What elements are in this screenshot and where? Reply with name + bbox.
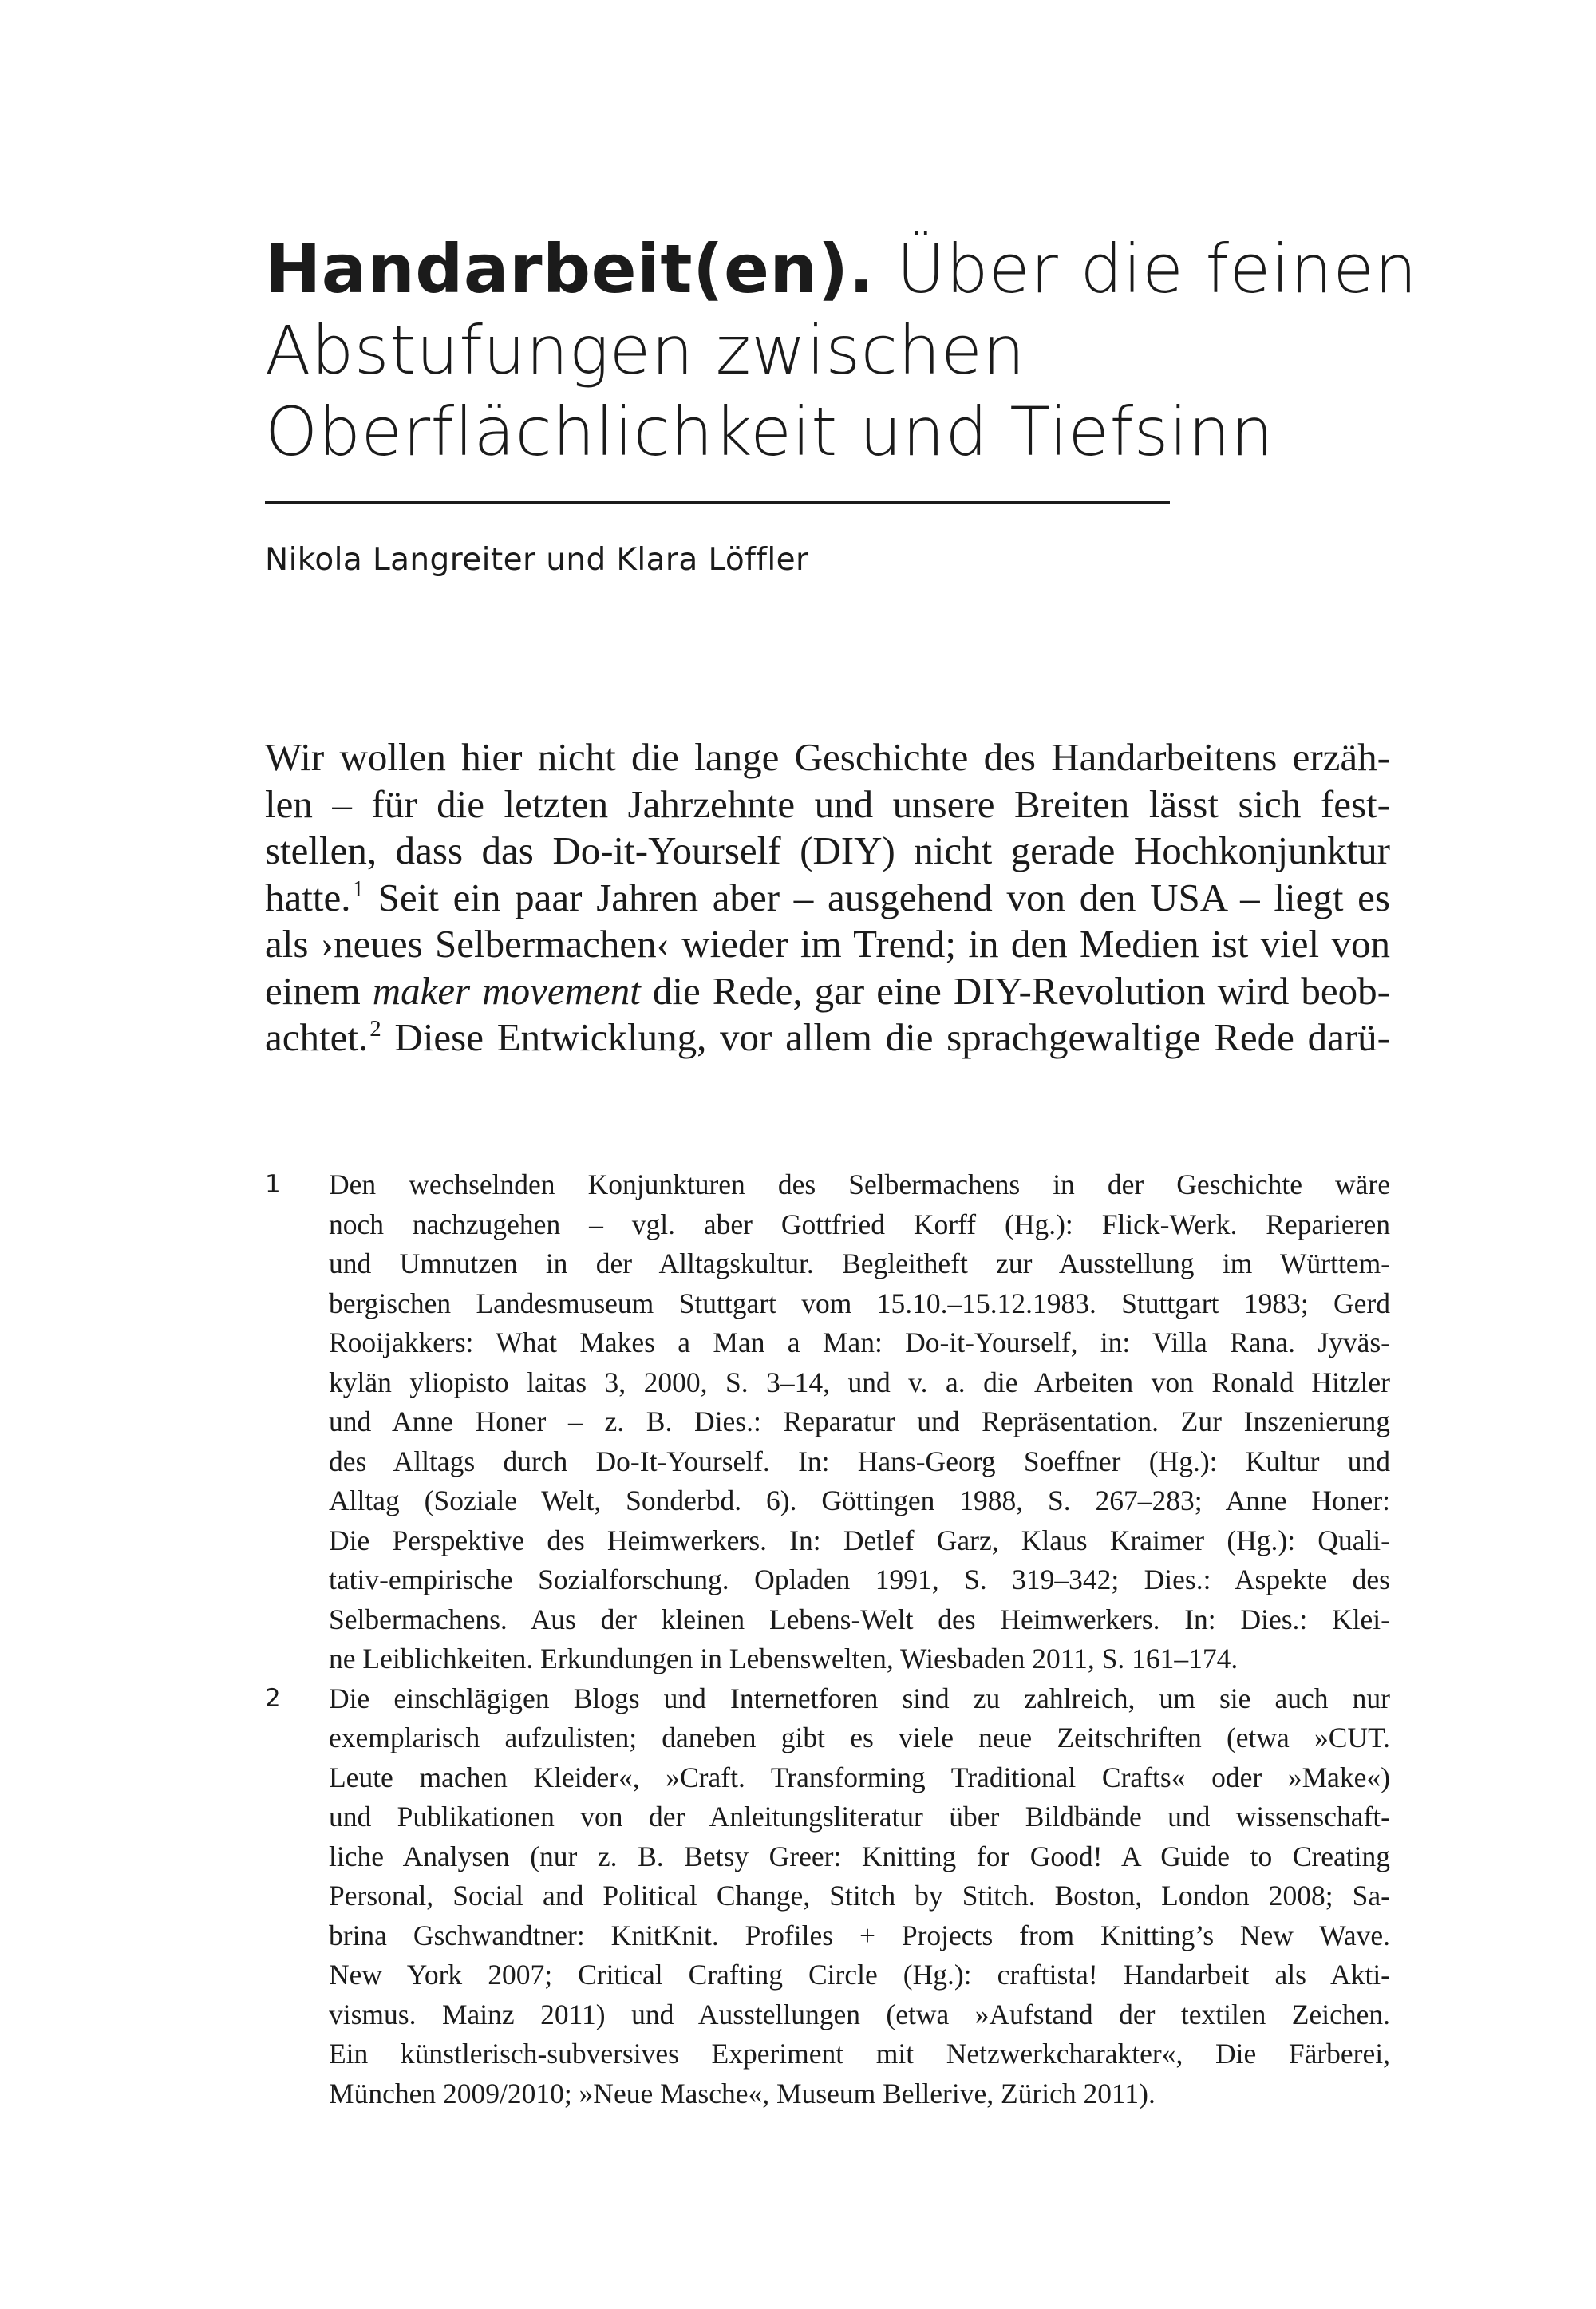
- body-text-fragment: achtet.: [265, 1015, 369, 1059]
- footnote-number: 2: [265, 1683, 281, 1713]
- chapter-title-keyword: Handarbeit(en).: [265, 230, 875, 308]
- body-line: als ›neues Selbermachen‹ wieder im Trend; in den Medien ist viel von: [265, 922, 1390, 966]
- footnote-line: Selbermachens. Aus der kleinen Lebens-Welt des Heimwerkers. In: Dies.: Klei-: [329, 1603, 1390, 1635]
- footnote-line: Personal, Social and Political Change, Stitch by Stitch. Boston, London 2008; Sa-: [329, 1880, 1390, 1912]
- footnote-line: kylän yliopisto laitas 3, 2000, S. 3–14, und v. a. die Arbeiten von Ronald Hitzler: [329, 1366, 1390, 1398]
- body-text-fragment: hatte.: [265, 875, 351, 919]
- footnote-number: 1: [265, 1170, 281, 1199]
- footnote-line: New York 2007; Critical Crafting Circle (Hg.): craftista! Handarbeit als Akti-: [329, 1959, 1390, 1991]
- footnote-line: noch nachzugehen – vgl. aber Gottfried Korff (Hg.): Flick-Werk. Reparieren: [329, 1208, 1390, 1240]
- footnote-line: Rooijakkers: What Makes a Man a Man: Do-it-Yourself, in: Villa Rana. Jyväs-: [329, 1326, 1390, 1358]
- footnote-line: des Alltags durch Do-It-Yourself. In: Hans-Georg Soeffner (Hg.): Kultur und: [329, 1445, 1390, 1477]
- authors-line: Nikola Langreiter und Klara Löffler: [265, 542, 809, 578]
- footnote-line: Leute machen Kleider«, »Craft. Transforming Traditional Crafts« oder »Make«): [329, 1761, 1390, 1793]
- chapter-title-line-1-rest: Über die feinen: [875, 230, 1418, 308]
- body-line: [265, 875, 1390, 922]
- footnote-line: Ein künstlerisch-subversives Experiment mit Netzwerkcharakter«, Die Färberei,: [329, 2038, 1390, 2070]
- body-line: [265, 968, 1390, 1015]
- emphasized-term: maker movement: [372, 968, 641, 1013]
- title-divider: [265, 501, 1170, 504]
- footnote-line: Die einschlägigen Blogs und Internetforen sind zu zahlreich, um sie auch nur: [329, 1682, 1390, 1714]
- body-line: len – für die letzten Jahrzehnte und unsere Breiten lässt sich fest-: [265, 781, 1390, 826]
- footnote-line: München 2009/2010; »Neue Masche«, Museum Bellerive, Zürich 2011).: [329, 2077, 1156, 2109]
- footnote-line: und Anne Honer – z. B. Dies.: Reparatur und Repräsentation. Zur Inszenierung: [329, 1406, 1390, 1437]
- footnote-reference-2[interactable]: 2: [369, 1016, 381, 1042]
- footnote-text: [329, 1165, 1390, 1679]
- footnote-line: ne Leiblichkeiten. Erkundungen in Lebenswelten, Wiesbaden 2011, S. 161–174.: [329, 1643, 1238, 1674]
- body-line: stellen, dass das Do-it-Yourself (DIY) nicht gerade Hochkonjunktur: [265, 828, 1390, 872]
- chapter-title-line-2: Abstufungen zwischen: [265, 311, 1026, 389]
- body-text-fragment: Seit ein paar Jahren aber – ausgehend von den USA – liegt es: [363, 875, 1390, 919]
- body-text-fragment: einem: [265, 968, 373, 1013]
- footnote-line: brina Gschwandtner: KnitKnit. Profiles + Projects from Knitting’s New Wave.: [329, 1919, 1390, 1951]
- footnote-line: und Publikationen von der Anleitungsliteratur über Bildbände und wissenschaft-: [329, 1801, 1390, 1833]
- footnote-line: Die Perspektive des Heimwerkers. In: Detlef Garz, Klaus Kraimer (Hg.): Quali-: [329, 1524, 1390, 1556]
- chapter-title-line-1: [265, 228, 1418, 310]
- body-text-fragment: Diese Entwicklung, vor allem die sprachgewaltige Rede darü-: [381, 1015, 1390, 1059]
- body-text-fragment: die Rede, gar eine DIY-Revolution wird beob-: [640, 968, 1390, 1013]
- footnote-reference-1[interactable]: 1: [352, 876, 364, 902]
- footnote-line: exemplarisch aufzulisten; daneben gibt es viele neue Zeitschriften (etwa »CUT.: [329, 1722, 1390, 1753]
- footnote-text: [329, 1679, 1390, 2114]
- footnote-1: [265, 1165, 1390, 1679]
- footnote-line: vismus. Mainz 2011) und Ausstellungen (etwa »Aufstand der textilen Zeichen.: [329, 1998, 1390, 2030]
- footnote-line: bergischen Landesmuseum Stuttgart vom 15.10.–15.12.1983. Stuttgart 1983; Gerd: [329, 1287, 1390, 1319]
- chapter-title-line-3: Oberflächlichkeit und Tiefsinn: [265, 393, 1274, 471]
- footnote-line: liche Analysen (nur z. B. Betsy Greer: Knitting for Good! A Guide to Creating: [329, 1840, 1390, 1872]
- body-line: [265, 1014, 1390, 1062]
- footnote-line: tativ-empirische Sozialforschung. Opladen 1991, S. 319–342; Dies.: Aspekte des: [329, 1564, 1390, 1595]
- footnote-line: Den wechselnden Konjunkturen des Selbermachens in der Geschichte wäre: [329, 1168, 1390, 1200]
- footnote-line: Alltag (Soziale Welt, Sonderbd. 6). Göttingen 1988, S. 267–283; Anne Honer:: [329, 1485, 1390, 1516]
- body-line: Wir wollen hier nicht die lange Geschichte des Handarbeitens erzäh-: [265, 735, 1390, 779]
- footnote-line: und Umnutzen in der Alltagskultur. Begleitheft zur Ausstellung im Württem-: [329, 1247, 1390, 1279]
- footnotes: [265, 1165, 1390, 2113]
- body-paragraph: [265, 734, 1390, 1062]
- chapter-title: [265, 228, 1418, 472]
- footnote-2: [265, 1679, 1390, 2114]
